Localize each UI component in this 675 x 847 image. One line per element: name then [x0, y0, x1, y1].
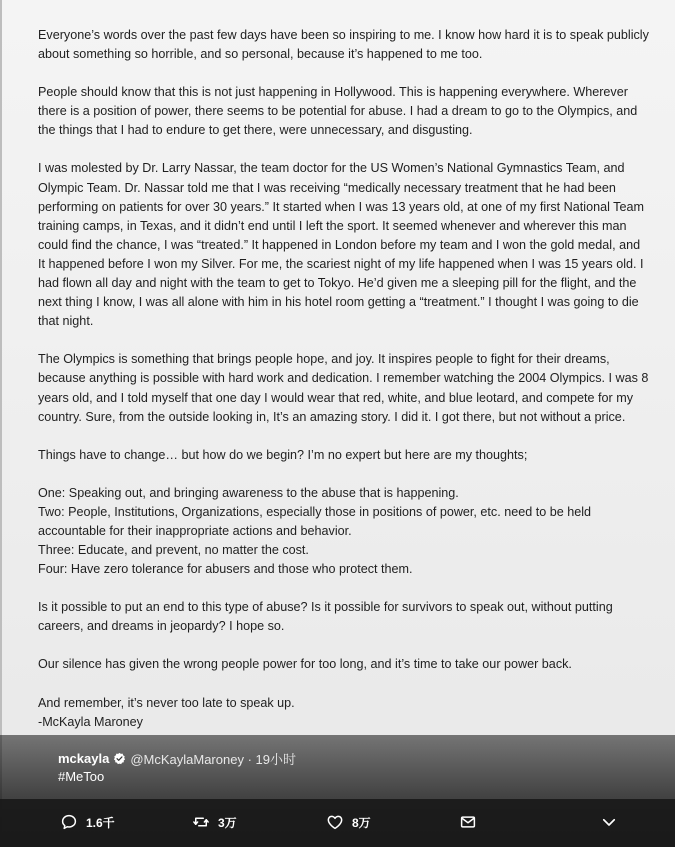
paragraph-3: I was molested by Dr. Larry Nassar, the team doctor for the US Women’s National Gymnastics Team, and Olympic Team. Dr. Nassar told me that I was receiving “medically necessary treatment that he had been performing on patients for over 30 years.” It started when I was 13 years old, at one of my first National Team training camps, in Texas, and it didn’t end until I left the sport. It seemed whenever and wherever this man could find the chance, I was “treated.” It happened in London before my team and I won the gold medal, and It happened before I won my Silver. For me, the scariest night of my life happened when I was 15 years old. I had flown all day and night with the team to get to Tokyo. He’d given me a sleeping pill for the flight, and the next thing I know, I was all alone with him in his hotel room getting a “treatment.” I thought I was going to die that night.: [38, 161, 644, 329]
retweet-count: 3万: [218, 815, 237, 830]
list-item-2: Two: People, Institutions, Organizations, especially those in positions of power, etc. need to be held accountable for their inappropriate actions and behavior.: [38, 504, 592, 538]
retweet-icon: [192, 813, 210, 831]
reply-icon: [60, 813, 78, 831]
author-name[interactable]: mckayla: [58, 750, 110, 766]
reply-count: 1.6千: [86, 815, 115, 830]
paragraph-1: Everyone’s words over the past few days have been so inspiring to me. I know how hard it is to speak publicly about something so horrible, and so personal, because it’s happened to me too.: [38, 28, 649, 62]
chevron-down-icon: [600, 813, 618, 831]
author-handle-and-time[interactable]: @McKaylaMaroney · 19小时: [130, 751, 296, 767]
closing-paragraph-1: Is it possible to put an end to this type of abuse? Is it possible for survivors to speak out, without putting careers, and dreams in jeopardy? I hope so.: [38, 600, 613, 634]
list-item-3: Three: Educate, and prevent, no matter the cost.: [38, 543, 309, 558]
paragraph-5: Things have to change… but how do we begin? I’m no expert but here are my thoughts;: [38, 447, 528, 462]
thoughts-list: [38, 484, 650, 579]
reply-button[interactable]: [60, 813, 115, 831]
paragraph-2: People should know that this is not just happening in Hollywood. This is happening everywhere. Wherever there is a position of power, there seems to be potential for abuse. I had a dream to go to the Olympics, and the things that I had to endure to get there, were unnecessary, and disgusting.: [38, 85, 638, 138]
tweet-actions-bar: [0, 799, 675, 847]
retweet-button[interactable]: [192, 813, 237, 831]
verified-badge-icon: [113, 752, 126, 765]
signoff-line: And remember, it’s never too late to speak up.: [38, 695, 295, 710]
like-count: 8万: [352, 815, 371, 830]
envelope-icon: [459, 813, 477, 831]
letter-text: [38, 26, 650, 732]
paragraph-4: The Olympics is something that brings people hope, and joy. It inspires people to fight for their dreams, because anything is possible with hard work and dedication. I remember watching the 2004 Olympics. I was 8 years old, and I told myself that one day I would wear that red, white, and blue leotard, and compete for my country. Sure, from the outside looking in, It’s an amazing story. I did it. I got there, but not without a price.: [38, 352, 649, 424]
list-item-1: One: Speaking out, and bringing awareness to the abuse that is happening.: [38, 485, 459, 500]
direct-message-button[interactable]: [459, 813, 485, 831]
more-options-button[interactable]: [600, 813, 626, 831]
tweet-author-row: [58, 749, 296, 767]
closing-paragraph-2: Our silence has given the wrong people power for too long, and it’s time to take our power back.: [38, 657, 572, 672]
like-button[interactable]: [326, 813, 371, 831]
list-item-4: Four: Have zero tolerance for abusers and those who protect them.: [38, 562, 413, 577]
heart-icon: [326, 813, 344, 831]
signature-line: -McKayla Maroney: [38, 714, 143, 729]
tweet-overlay: [0, 735, 675, 847]
hashtag-link[interactable]: #MeToo: [58, 769, 105, 784]
